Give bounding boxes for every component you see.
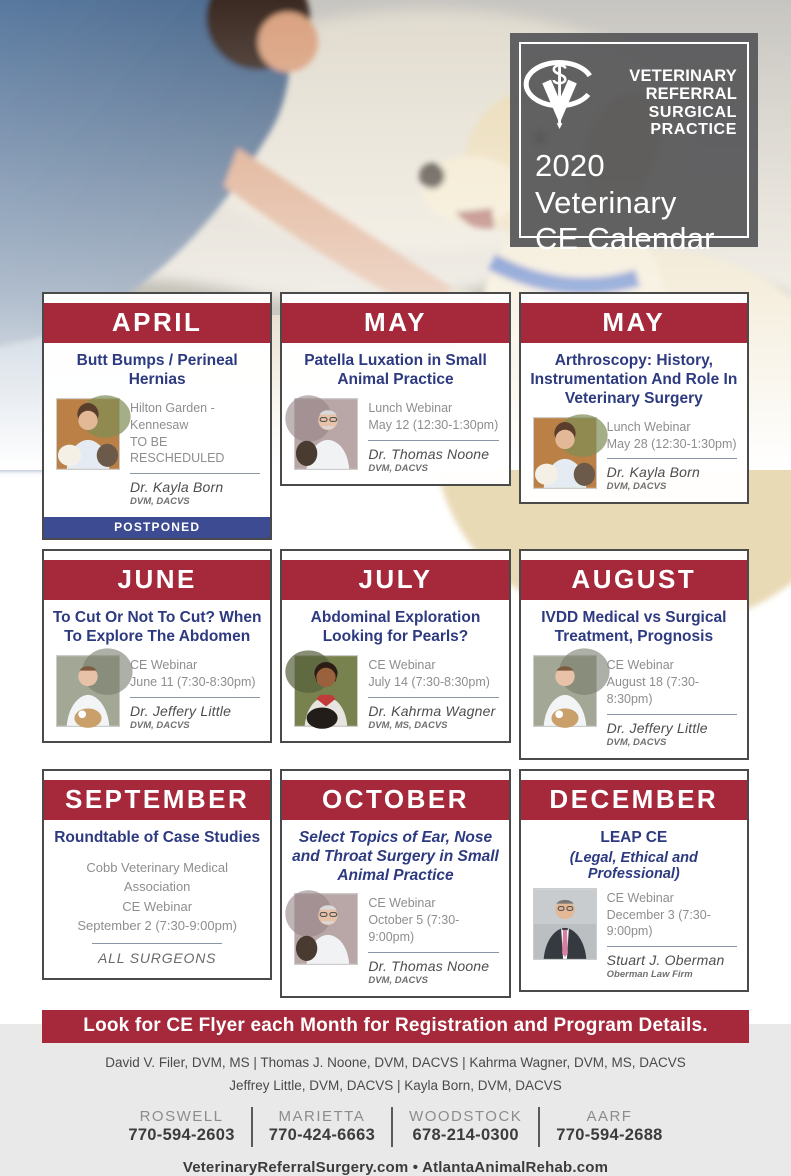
speaker-credential: DVM, DACVS [368,462,428,474]
speaker-credential: Oberman Law Firm [606,969,693,981]
location-marietta [253,1108,391,1145]
event-title: IVDD Medical vs Surgical Treatment, Prognosis [541,609,727,646]
month-header: DECEMBER [521,780,747,820]
event-title: LEAP CE [600,828,668,846]
speaker-photo-jeffery-little [56,655,120,727]
location-roswell [112,1108,250,1145]
brand-name-line2: SURGICAL PRACTICE [648,103,737,138]
speaker-name: Dr. Kayla Born [606,464,700,481]
event-title: Abdominal Exploration Looking for Pearls? [310,609,481,646]
doctors-line2: Jeffrey Little, DVM, DACVS | Kayla Born, DVM, DACVS [229,1078,562,1094]
speaker-photo-thomas-noone [294,398,358,470]
event-card-may-12 [280,292,510,486]
location-city: AARF [586,1108,633,1126]
speaker-name: Dr. Thomas Noone [368,445,490,462]
location-phone: 678-214-0300 [412,1126,519,1145]
flyer-title-line2: CE Calendar [535,221,715,257]
event-subtitle: (Legal, Ethical and Professional) [569,849,698,882]
registration-banner: Look for CE Flyer each Month for Registration and Program Details. [42,1010,749,1043]
event-title: Select Topics of Ear, Nose and Throat Surgery in Small Animal Practice [292,828,499,884]
event-title: Arthroscopy: History, Instrumentation And Role In Veterinary Surgery [530,352,738,407]
event-title: Butt Bumps / Perineal Hernias [76,352,238,388]
speaker-credential: DVM, DACVS [606,481,667,493]
month-header: OCTOBER [282,780,508,820]
location-woodstock [393,1108,538,1145]
event-card-december [519,769,749,993]
month-header: JUNE [44,560,270,600]
month-header: APRIL [44,303,270,343]
brand-name-line1: VETERINARY REFERRAL [629,67,737,103]
event-title: Patella Luxation in Small Animal Practice [304,352,487,388]
location-city: ROSWELL [139,1108,224,1126]
location-city: MARIETTA [278,1108,366,1126]
location-aarf [540,1108,678,1145]
event-cards-grid [42,292,749,998]
flyer-title [531,148,737,258]
flyer-title-line1: 2020 Veterinary [535,148,677,220]
month-header: MAY [521,303,747,343]
event-detail: Hilton Garden - Kennesaw [130,400,215,432]
location-phone: 770-424-6663 [268,1126,376,1145]
month-header: SEPTEMBER [44,780,270,820]
event-title: To Cut Or Not To Cut? When To Explore The Abdomen [52,609,262,646]
event-detail: September 2 (7:30-9:00pm) [77,918,238,934]
speaker-name: Dr. Kahrma Wagner [368,702,496,719]
divider [92,943,222,944]
speaker-name: Dr. Jeffery Little [606,719,708,736]
speaker-name: Dr. Kayla Born [130,479,224,496]
location-phone: 770-594-2688 [556,1126,663,1145]
speaker-credential: DVM, DACVS [130,496,190,508]
speaker-credential: DVM, DACVS [606,736,667,748]
speaker-photo-thomas-noone [294,893,358,965]
location-phone: 770-594-2603 [128,1126,235,1145]
websites-line: VeterinaryReferralSurgery.com • AtlantaAnimalRehab.com [182,1158,609,1176]
speaker-credential: DVM, MS, DACVS [368,719,448,731]
speaker-credential: DVM, DACVS [130,719,190,731]
speaker-photo-stuart-oberman [533,888,597,960]
event-detail: May 12 (12:30-1:30pm) [368,417,499,432]
postponed-badge: POSTPONED [44,517,270,538]
speaker-photo-jeffery-little [533,655,597,727]
month-header: MAY [282,303,508,343]
doctors-line1: David V. Filer, DVM, MS | Thomas J. Noone, DVM, DACVS | Kahrma Wagner, DVM, MS, DACVS [105,1055,686,1071]
speaker-name: Dr. Jeffery Little [130,702,232,719]
doctors-list [42,1052,749,1098]
logo-box [510,33,758,257]
event-detail: October 5 (7:30-9:00pm) [368,913,460,945]
event-detail: Lunch Webinar [606,419,691,434]
month-header: AUGUST [521,560,747,600]
event-detail: June 11 (7:30-8:30pm) [130,675,256,689]
event-detail: December 3 (7:30-9:00pm) [606,907,711,939]
event-card-april [42,292,272,540]
event-detail: TO BE RESCHEDULED [130,434,225,466]
event-card-june [42,549,272,743]
event-detail: CE Webinar [606,658,674,673]
event-detail: Cobb Veterinary Medical Association [86,859,228,895]
event-detail: CE Webinar [368,896,436,911]
event-card-october [280,769,510,998]
event-detail: CE Webinar [130,658,198,673]
event-card-september [42,769,272,980]
event-card-may-28 [519,292,749,504]
event-detail: Lunch Webinar [368,400,453,415]
locations-row [42,1107,749,1147]
speaker-name: Dr. Thomas Noone [368,958,490,975]
logo-inner-frame [519,42,749,257]
event-detail: July 14 (7:30-8:30pm) [368,675,490,689]
month-header: JULY [282,560,508,600]
event-detail: May 28 (12:30-1:30pm) [606,436,737,451]
event-detail: CE Webinar [606,890,674,905]
event-detail: August 18 (7:30-8:30pm) [606,675,700,706]
speaker-photo-kayla-born [533,417,597,489]
event-detail: CE Webinar [122,898,193,914]
location-city: WOODSTOCK [409,1108,523,1126]
speaker-photo-kahrma-wagner [294,655,358,727]
event-title: Roundtable of Case Studies [54,828,261,846]
event-card-july [280,549,510,743]
all-surgeons-note: ALL SURGEONS [98,949,217,966]
event-detail: CE Webinar [368,658,436,673]
speaker-name: Stuart J. Oberman [606,952,725,969]
speaker-credential: DVM, DACVS [368,975,428,987]
speaker-photo-kayla-born [56,398,120,470]
event-card-august [519,549,749,759]
